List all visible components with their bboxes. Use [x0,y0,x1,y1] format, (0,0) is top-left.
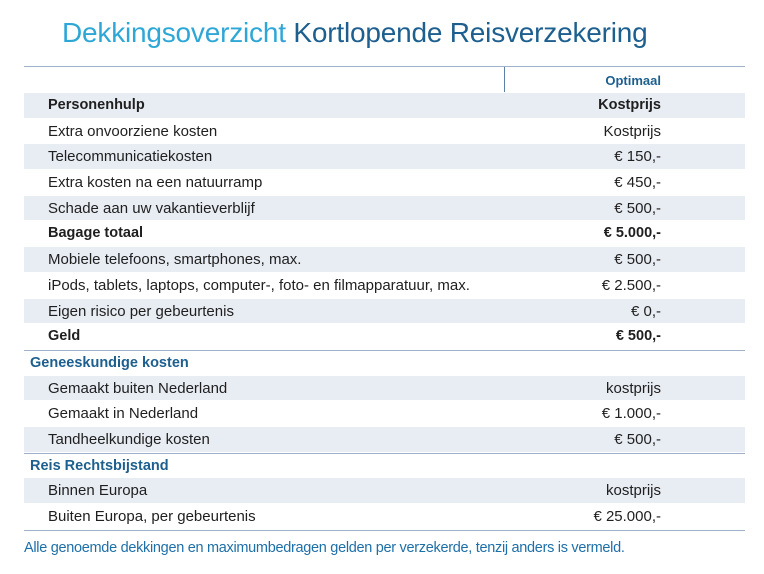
row-value: € 25.000,- [593,508,661,525]
table-row [24,504,745,530]
row-label: Gemaakt buiten Nederland [48,379,228,397]
row-label: Gemaakt in Nederland [48,405,199,423]
section-heading [24,350,745,376]
section-heading [24,453,745,479]
footnote: Alle genoemde dekkingen en maximumbedragen gelden per verzekerde, tenzij anders is vermeld. [24,540,625,556]
row-value: € 500,- [614,251,661,269]
page-title [62,16,648,50]
row-value: Kostprijs [603,122,661,140]
row-label: Mobiele telefoons, smartphones, max. [48,251,302,269]
plan-column-header: Optimaal [605,73,661,88]
table-header [24,66,745,93]
table-bottom-rule [24,530,745,531]
row-value: € 2.500,- [601,276,661,294]
row-value: € 5.000,- [603,225,661,242]
section-heading-label: Geneeskundige kosten [30,354,189,371]
row-value: € 450,- [614,174,661,192]
section-heading-label: Reis Rechtsbijstand [30,457,169,474]
row-label: Binnen Europa [48,482,148,500]
row-value: kostprijs [605,379,661,397]
row-value: kostprijs [605,482,661,500]
row-value: € 150,- [614,148,661,166]
table-row [24,119,745,145]
table-row [24,299,745,325]
table-row [24,324,745,350]
row-value: € 1.000,- [601,405,661,423]
table-row [24,196,745,222]
row-value: € 500,- [614,430,661,448]
table-row [24,221,745,247]
title-part-1: Dekkingsoverzicht [62,17,286,48]
row-label: Personenhulp [48,97,145,113]
row-label: Extra kosten na een natuurramp [48,174,263,192]
table-row [24,478,745,504]
row-value: € 0,- [630,302,661,320]
table-row [24,170,745,196]
row-value: € 500,- [614,199,661,217]
title-part-2: Kortlopende Reisverzekering [293,17,648,48]
row-value: Kostprijs [598,97,661,113]
row-label: iPods, tablets, laptops, computer-, foto- en filmapparatuur, max. [48,276,470,294]
row-label: Buiten Europa, per gebeurtenis [48,508,256,525]
row-label: Bagage totaal [48,225,144,242]
coverage-table [24,66,745,531]
row-label: Eigen risico per gebeurtenis [48,302,234,320]
table-row [24,144,745,170]
table-row [24,376,745,402]
row-label: Geld [48,328,81,345]
table-row [24,401,745,427]
table-row [24,247,745,273]
table-row [24,273,745,299]
row-value: € 500,- [615,328,661,345]
row-label: Telecommunicatiekosten [48,148,213,166]
row-label: Extra onvoorziene kosten [48,122,218,140]
column-divider [504,67,505,92]
table-row [24,427,745,453]
table-body [24,93,745,530]
table-row [24,93,745,119]
row-label: Tandheelkundige kosten [48,430,210,448]
row-label: Schade aan uw vakantieverblijf [48,199,255,217]
